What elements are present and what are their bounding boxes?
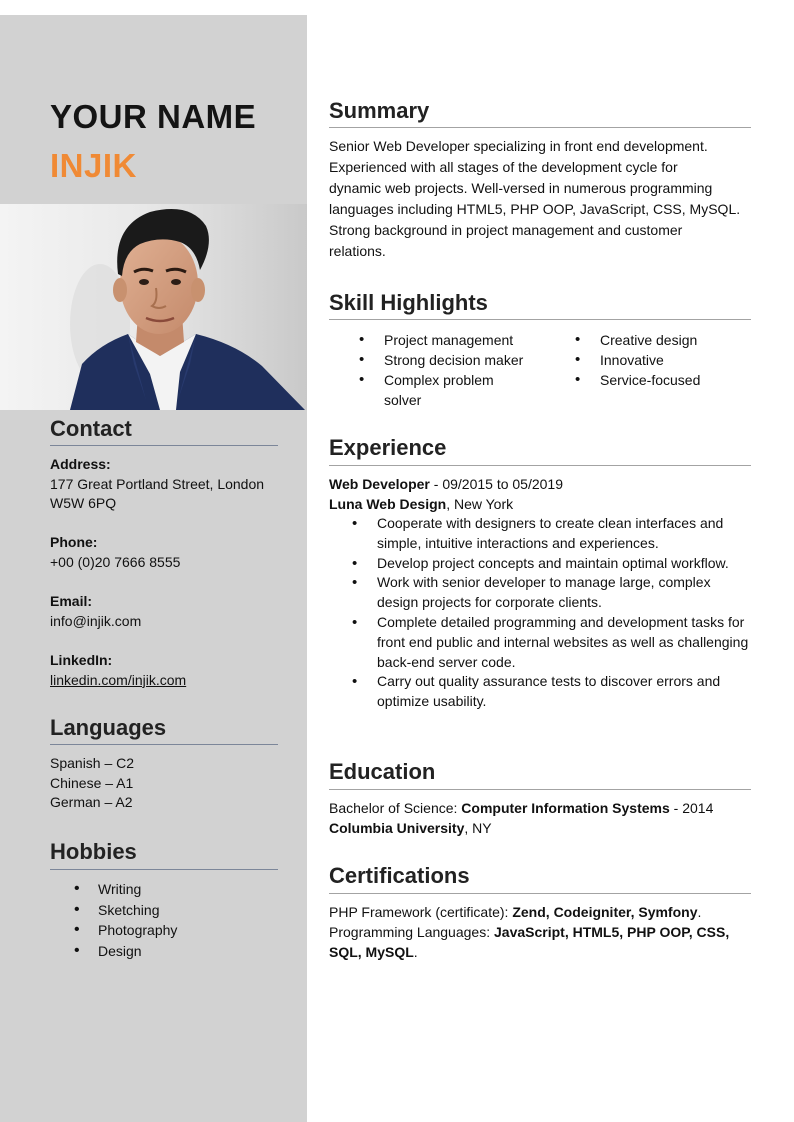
summary-line: Senior Web Developer specializing in front end development. [329,138,708,154]
name-heading: YOUR NAME [50,98,257,135]
address-line1: 177 Great Portland Street, London [50,475,265,492]
education-heading: Education [329,759,436,784]
address-label: Address: [50,456,111,472]
experience-item: • Complete detailed programming and development tasks for front end public and internal websites as well as challenging back-end server code. [329,613,749,672]
skill-item: • Innovative [575,350,750,370]
name-subheading: INJIK [50,147,137,184]
degree-year: - 2014 [669,800,714,816]
cert-line1-bold: Zend, Codeigniter, Symfony [512,904,698,920]
certifications-divider [329,893,751,894]
address-block [50,455,264,514]
email-value: info@injik.com [50,612,142,629]
skills-column-1 [359,330,534,410]
profile-photo [0,204,307,410]
cert-line2-bold-b: SQL, MySQL [329,944,414,960]
experience-item: • Carry out quality assurance tests to discover errors and optimize usability. [329,672,749,712]
phone-label: Phone: [50,534,98,550]
cert-line2-bold-a: JavaScript, HTML5, PHP OOP, CSS, [494,924,730,940]
languages-list [50,754,134,813]
experience-bullets [329,514,749,712]
summary-line: dynamic web projects. Well-versed in numerous programming [329,180,713,196]
skills-divider [329,319,751,320]
school-name: Columbia University [329,820,465,836]
phone-value: +00 (0)20 7666 8555 [50,553,181,570]
summary-divider [329,127,751,128]
contact-heading: Contact [50,416,132,441]
summary-text [329,136,744,262]
languages-heading: Languages [50,715,167,740]
cert-line1-end: . [697,904,702,920]
skills-column-2 [575,330,750,390]
certifications-text [329,902,744,962]
address-line2: W5W 6PQ [50,495,117,511]
experience-divider [329,465,751,466]
experience-item: • Develop project concepts and maintain optimal workflow. [329,554,749,574]
hobbies-divider [50,869,278,870]
skill-item: • Service-focused [575,370,750,390]
summary-heading: Summary [329,98,430,123]
hobby-item: • Sketching [50,900,177,921]
skill-item: • Creative design [575,330,750,350]
experience-heading: Experience [329,435,447,460]
education-divider [329,789,751,790]
email-block [50,592,141,631]
skill-item: • Strong decision maker [359,350,534,370]
linkedin-label: LinkedIn: [50,652,113,668]
contact-divider [50,445,278,446]
cert-line1-prefix: PHP Framework (certificate): [329,904,513,920]
cert-line2-prefix: Programming Languages: [329,924,494,940]
hobbies-list [50,879,177,961]
degree-prefix: Bachelor of Science: [329,800,462,816]
hobbies-heading: Hobbies [50,839,137,864]
skill-item: • Complex problem solver [359,370,504,410]
summary-line: Strong background in project management and customer [329,222,683,238]
language-item: German – A2 [50,794,133,810]
linkedin-block [50,651,186,690]
phone-block [50,533,180,572]
skills-heading: Skill Highlights [329,290,488,315]
linkedin-link[interactable]: linkedin.com/injik.com [50,671,187,688]
languages-divider [50,744,278,745]
language-item: Spanish – C2 [50,755,135,771]
email-label: Email: [50,593,93,609]
job-header [329,474,744,514]
language-item: Chinese – A1 [50,774,134,791]
summary-line: relations. [329,243,386,259]
company-location: , New York [446,496,514,512]
hobby-item: • Writing [50,879,177,900]
hobby-item: • Design [50,941,177,962]
experience-item: • Work with senior developer to manage large, complex design projects for corporate clients. [329,573,749,613]
hobby-item: • Photography [50,920,177,941]
job-dates: - 09/2015 to 05/2019 [429,476,563,492]
experience-item: • Cooperate with designers to create clean interfaces and simple, intuitive interactions and experiences. [329,514,749,554]
job-title: Web Developer [329,476,430,492]
certifications-heading: Certifications [329,863,470,888]
company-name: Luna Web Design [329,496,447,512]
cert-line2-end: . [413,944,418,960]
summary-line: Experienced with all stages of the development cycle for [329,159,678,175]
summary-line: languages including HTML5, PHP OOP, JavaScript, CSS, MySQL. [329,201,741,217]
education-text [329,798,744,838]
school-location: , NY [464,820,492,836]
skill-item: • Project management [359,330,534,350]
degree-field: Computer Information Systems [461,800,670,816]
